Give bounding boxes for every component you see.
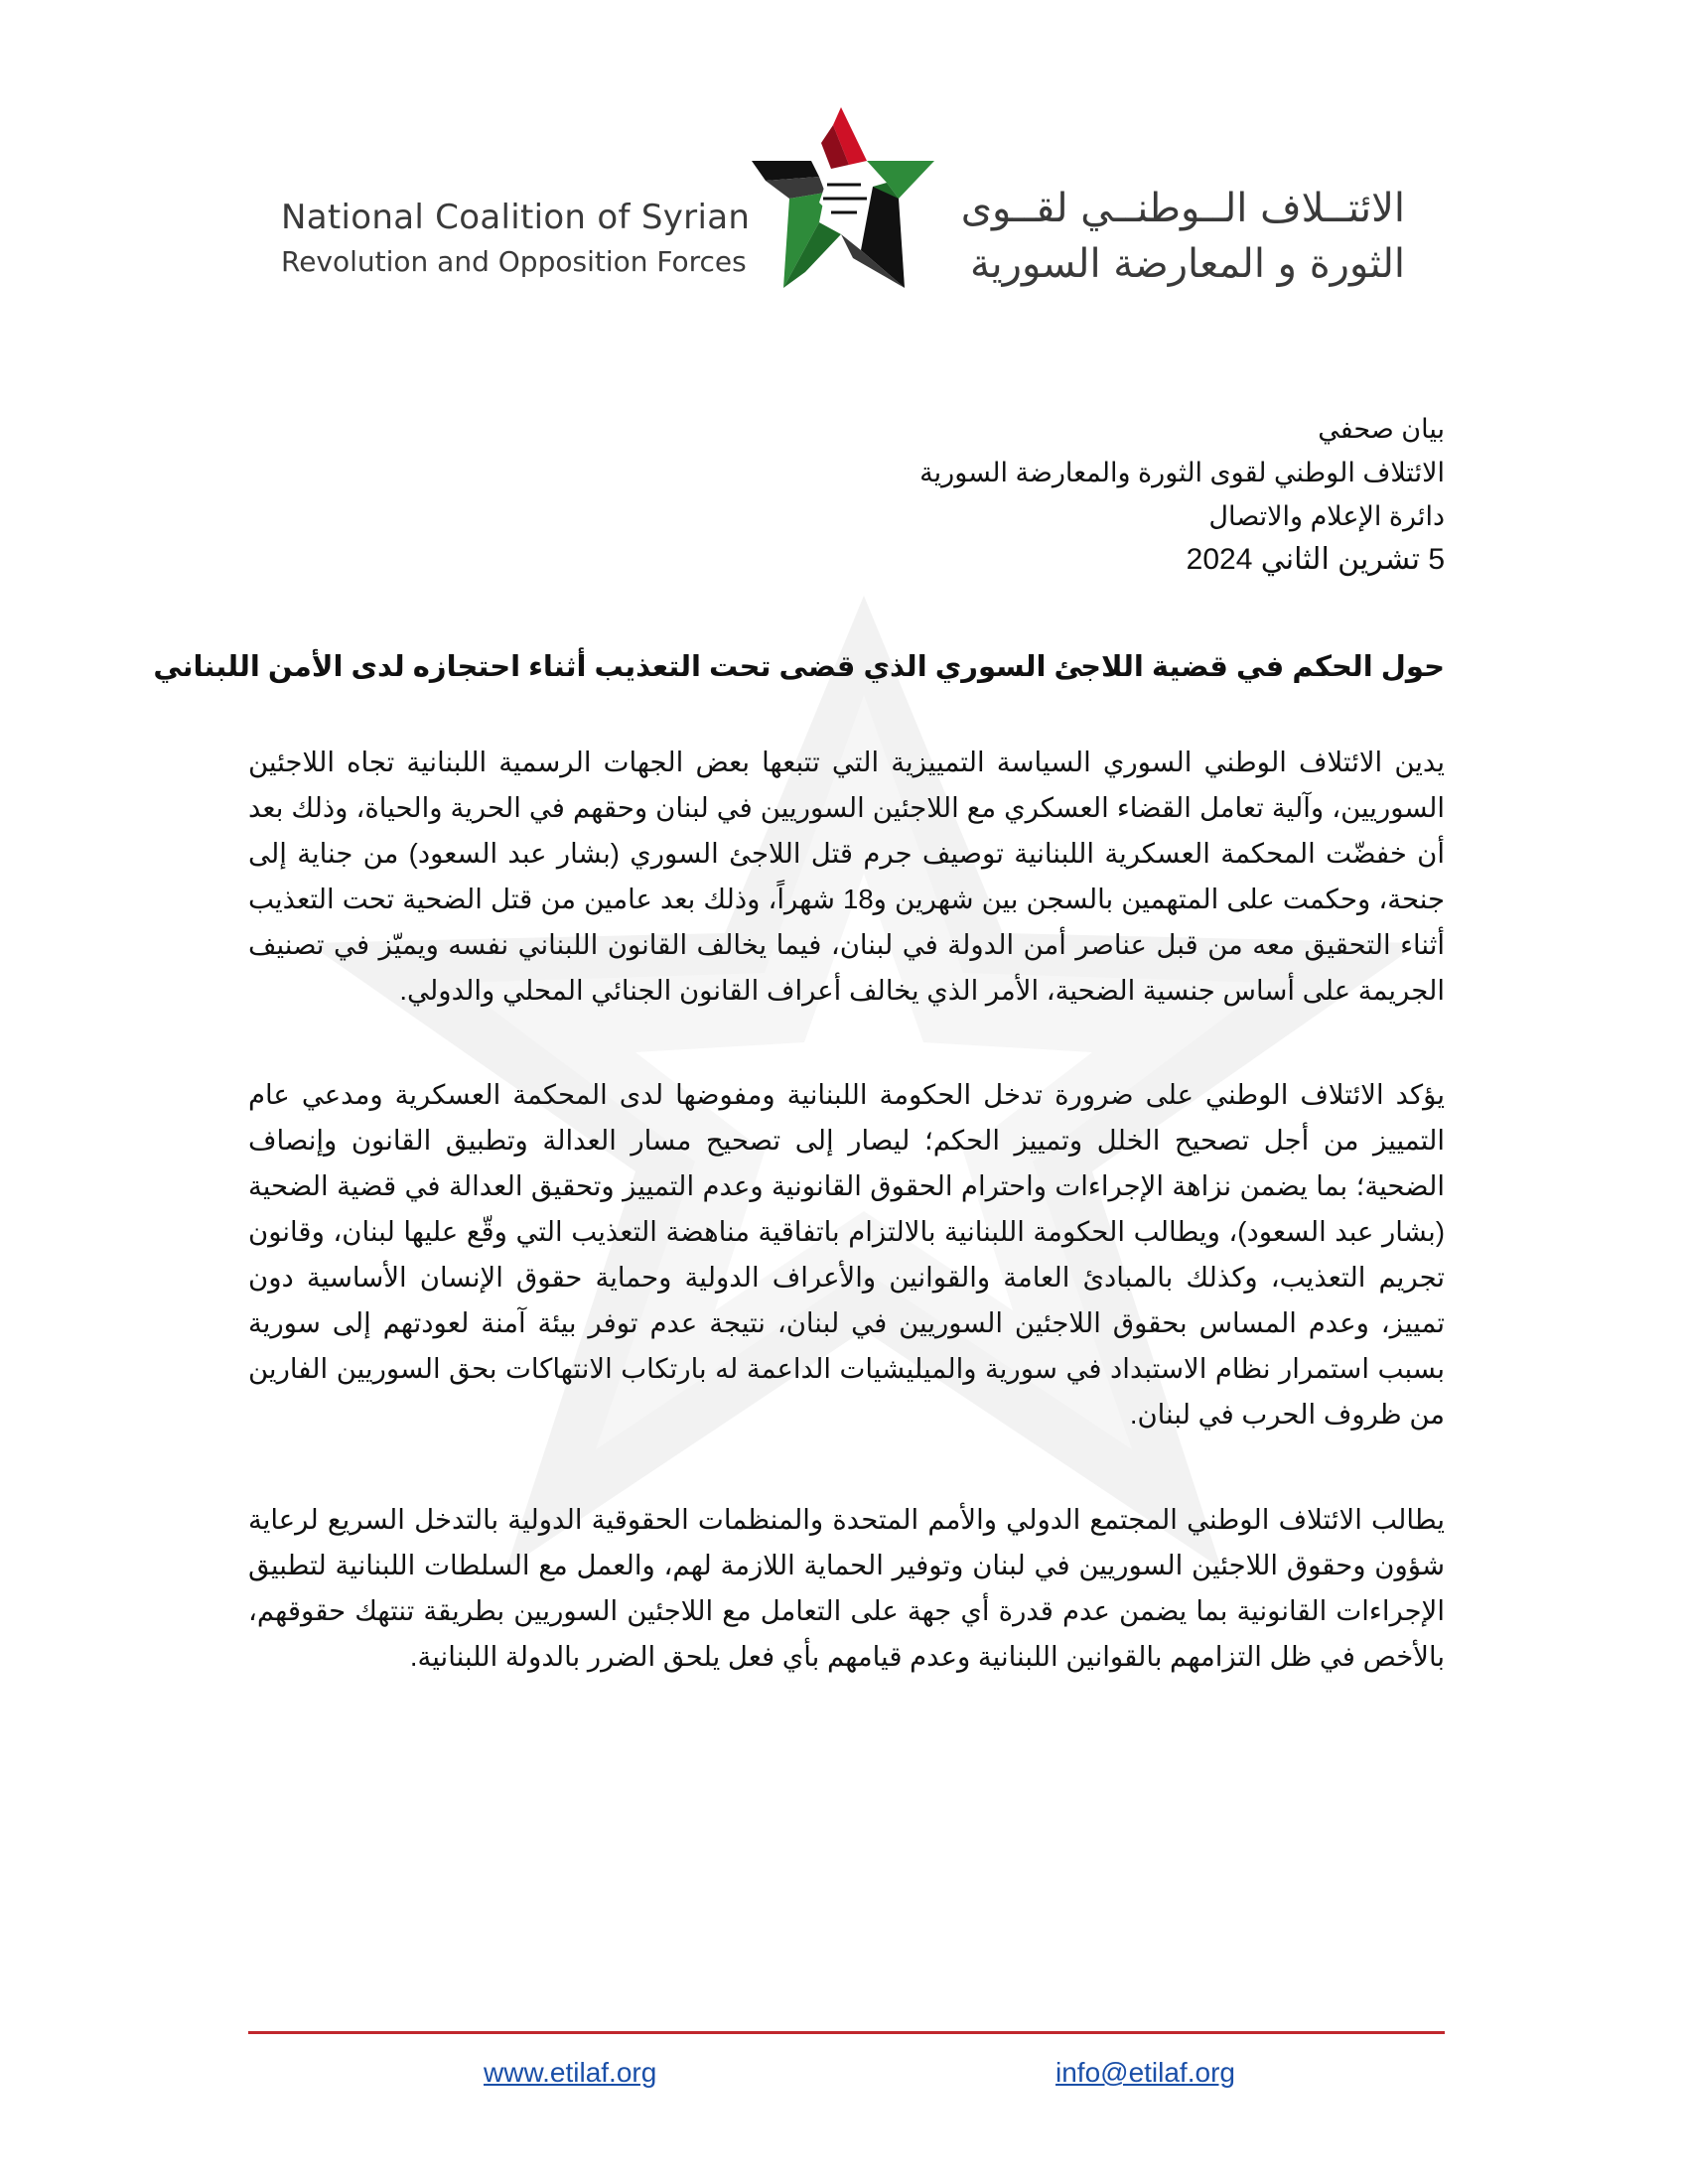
org-name-arabic <box>948 181 1405 292</box>
body-paragraph-3: يطالب الائتلاف الوطني المجتمع الدولي والأمم المتحدة والمنظمات الحقوقية الدولية بالتدخل السريع لرعاية شؤون وحقوق اللاجئين السوريين في لبنان وتوفير الحماية اللازمة لهم، والعمل مع السلطات اللبنانية لتطبيق الإجراءات القانونية بما يضمن عدم قدرة أي جهة على التعامل مع اللاجئين السوريين بطريقة تنتهك حقوقهم، بالأخص في ظل التزامهم بالقوانين اللبنانية وعدم قيامهم بأي فعل يلحق الضرر بالدولة اللبنانية. <box>248 1504 1445 1672</box>
website-link[interactable]: www.etilaf.org <box>484 2057 657 2088</box>
org-name-ar-line1: الائتــلاف الــوطنــي لقــوى <box>960 186 1405 231</box>
coalition-star-logo-icon <box>750 103 938 292</box>
org-name-en-line1: National Coalition of Syrian <box>281 198 751 237</box>
body-paragraph-2: يؤكد الائتلاف الوطني على ضرورة تدخل الحكومة اللبنانية ومفوضها لدى المحكمة العسكرية ومدعي عام التمييز من أجل تصحيح الخلل وتمييز الحكم؛ ليصار إلى تصحيح مسار العدالة وتطبيق القانون وإنصاف الضحية؛ بما يضمن نزاهة الإجراءات واحترام الحقوق القانونية وعدم التمييز وتحقيق العدالة في قضية الضحية (بشار عبد السعود)، ويطالب الحكومة اللبنانية بالالتزام باتفاقية مناهضة التعذيب التي وقّع عليها لبنان، وقانون تجريم التعذيب، وكذلك بالمبادئ العامة والقوانين والأعراف الدولية وحماية حقوق الإنسان الأساسية دون تمييز، وعدم المساس بحقوق اللاجئين السوريين في لبنان، نتيجة عدم توفر بيئة آمنة لعودتهم إلى سورية بسبب استمرار نظام الاستبداد في سورية والميليشيات الداعمة له بارتكاب الانتهاكات بحق السوريين الفارين من ظروف الحرب في لبنان. <box>248 1079 1445 1430</box>
department-name: دائرة الإعلام والاتصال <box>1208 501 1445 531</box>
org-name-en-line2: Revolution and Opposition Forces <box>281 245 747 278</box>
page-title: حول الحكم في قضية اللاجئ السوري الذي قضى تحت التعذيب أثناء احتجازه لدى الأمن اللبناني <box>153 651 1445 683</box>
org-name-ar-line2: الثورة و المعارضة السورية <box>970 241 1405 287</box>
footer-divider <box>248 2031 1445 2034</box>
document-type: بيان صحفي <box>1318 414 1445 444</box>
body-paragraph-1: يدين الائتلاف الوطني السوري السياسة التمييزية التي تتبعها بعض الجهات الرسمية اللبنانية تجاه اللاجئين السوريين، وآلية تعامل القضاء العسكري مع اللاجئين السوريين في لبنان وحقهم في الحرية والحياة، وذلك بعد أن خفضّت المحكمة العسكرية اللبنانية توصيف جرم قتل اللاجئ السوري (بشار عبد السعود) من جناية إلى جنحة، وحكمت على المتهمين بالسجن بين شهرين و18 شهراً، وذلك بعد عامين من قتل الضحية تحت التعذيب أثناء التحقيق معه من قبل عناصر أمن الدولة في لبنان، فيما يخالف القانون اللبناني نفسه ويميّز في تصنيف الجريمة على أساس جنسية الضحية، الأمر الذي يخالف أعراف القانون الجنائي المحلي والدولي. <box>248 747 1446 1006</box>
issuer-name: الائتلاف الوطني لقوى الثورة والمعارضة السورية <box>919 458 1445 487</box>
email-link[interactable]: info@etilaf.org <box>1055 2057 1235 2088</box>
press-release-meta <box>248 407 1445 582</box>
letterhead <box>0 99 1688 298</box>
org-name-english <box>281 195 751 284</box>
release-date: 5 تشرين الثاني 2024 <box>1186 543 1445 576</box>
